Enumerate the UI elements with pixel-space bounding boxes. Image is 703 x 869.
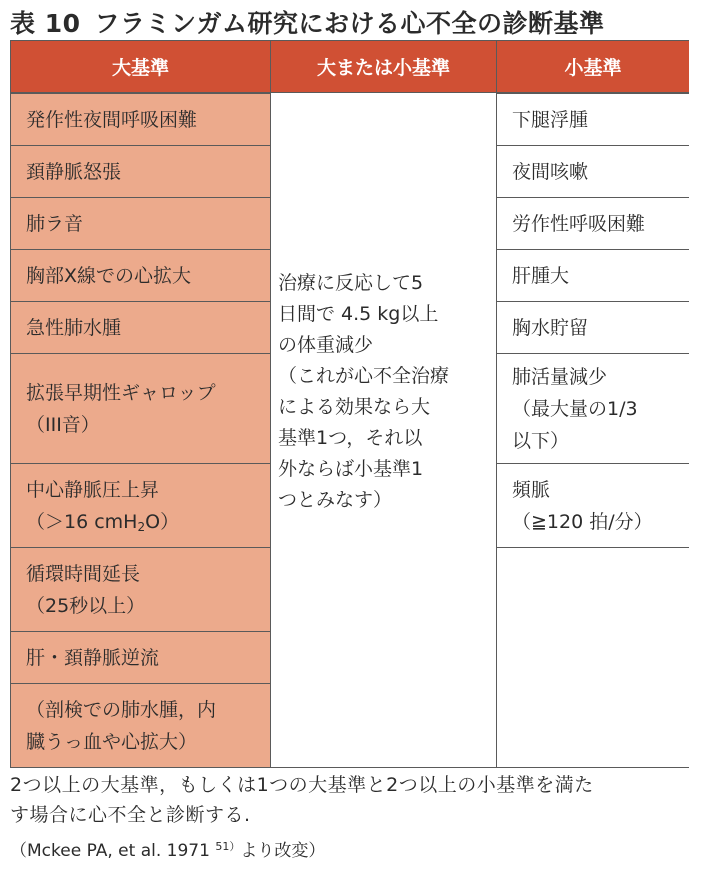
minor-criterion bbox=[497, 353, 689, 463]
major-criterion-note: 臓うっ血や心拡大） bbox=[26, 730, 198, 753]
minor-criterion-text: 下腿浮腫 bbox=[512, 108, 589, 131]
minor-criterion bbox=[497, 93, 689, 145]
minor-criterion bbox=[497, 249, 689, 301]
minor-criterion bbox=[497, 145, 689, 197]
major-criterion-text: 胸部X線での心拡大 bbox=[26, 264, 192, 287]
either-criterion-line: つとみなす） bbox=[278, 489, 393, 511]
table-number: 表 10 bbox=[10, 9, 81, 38]
source-reference: 51） bbox=[215, 840, 241, 853]
either-criterion-line: 外ならば小基準1 bbox=[278, 458, 424, 480]
footnote bbox=[10, 770, 700, 830]
major-criterion bbox=[11, 197, 270, 249]
source-prefix: （Mckee PA, et al. 1971 bbox=[10, 841, 216, 861]
major-criterion-text: 発作性夜間呼吸困難 bbox=[26, 108, 198, 131]
column-divider bbox=[270, 41, 271, 767]
cvp-unit-end: O） bbox=[145, 510, 180, 533]
major-criterion-text: 拡張早期性ギャロップ bbox=[26, 381, 216, 404]
major-criterion-text: 肝・頚静脈逆流 bbox=[26, 646, 160, 669]
either-criterion bbox=[278, 268, 478, 516]
header-major: 大基準 bbox=[11, 41, 270, 92]
either-criterion-line: 治療に反応して5 bbox=[278, 272, 424, 294]
major-criterion bbox=[11, 93, 270, 145]
major-criterion-note bbox=[26, 506, 256, 538]
major-criterion bbox=[11, 145, 270, 197]
minor-criterion-text: 胸水貯留 bbox=[512, 316, 589, 339]
major-criterion-text: 肺ラ音 bbox=[26, 212, 84, 235]
source-citation bbox=[10, 836, 325, 861]
header-either: 大または小基準 bbox=[271, 41, 496, 92]
minor-empty-cell bbox=[497, 547, 689, 767]
footnote-line: 2つ以上の大基準，もしくは1つの大基準と2つ以上の小基準を満た bbox=[10, 774, 594, 796]
either-criterion-line: の体重減少 bbox=[278, 334, 374, 356]
footnote-line: す場合に心不全と診断する. bbox=[10, 804, 251, 826]
minor-criterion-note: （≧120 拍/分） bbox=[512, 510, 653, 533]
minor-criterion-note: 以下） bbox=[512, 429, 570, 452]
major-criterion-text: 頚静脈怒張 bbox=[26, 160, 122, 183]
header-minor: 小基準 bbox=[497, 41, 689, 92]
table-title bbox=[10, 4, 700, 40]
either-criterion-line: （これが心不全治療 bbox=[278, 365, 450, 387]
minor-criterion-text: 肝腫大 bbox=[512, 264, 570, 287]
major-criterion bbox=[11, 353, 270, 463]
subscript-2: 2 bbox=[137, 519, 146, 534]
major-criterion bbox=[11, 463, 270, 547]
minor-criterion bbox=[497, 463, 689, 547]
major-criterion bbox=[11, 301, 270, 353]
minor-criterion bbox=[497, 301, 689, 353]
major-criterion-text: 循環時間延長 bbox=[26, 562, 141, 585]
major-criterion bbox=[11, 547, 270, 631]
major-criterion bbox=[11, 631, 270, 683]
major-criterion-text: 中心静脈圧上昇 bbox=[26, 478, 160, 501]
either-criterion-line: 基準1つ，それ以 bbox=[278, 427, 423, 449]
table-title-text: フラミンガム研究における心不全の診断基準 bbox=[94, 9, 605, 38]
minor-criterion-text: 夜間咳嗽 bbox=[512, 160, 589, 183]
column-divider bbox=[496, 41, 497, 767]
major-criterion-text: 急性肺水腫 bbox=[26, 316, 122, 339]
minor-criterion-note: （最大量の1/3 bbox=[512, 397, 638, 420]
major-criterion-note: （25秒以上） bbox=[26, 594, 146, 617]
minor-criterion bbox=[497, 197, 689, 249]
major-criterion bbox=[11, 683, 270, 767]
either-criterion-line: 日間で 4.5 kg以上 bbox=[278, 303, 439, 325]
major-criterion-note: （III音） bbox=[26, 413, 100, 436]
source-suffix: より改変） bbox=[240, 841, 326, 861]
minor-criterion-text: 労作性呼吸困難 bbox=[512, 212, 646, 235]
major-criterion-text: （剖検での肺水腫，内 bbox=[26, 698, 217, 721]
cvp-value: （＞16 cmH bbox=[26, 510, 138, 533]
minor-criterion-text: 頻脈 bbox=[512, 478, 551, 501]
minor-criterion-text: 肺活量減少 bbox=[512, 365, 608, 388]
either-criterion-line: による効果なら大 bbox=[278, 396, 431, 418]
major-criterion bbox=[11, 249, 270, 301]
